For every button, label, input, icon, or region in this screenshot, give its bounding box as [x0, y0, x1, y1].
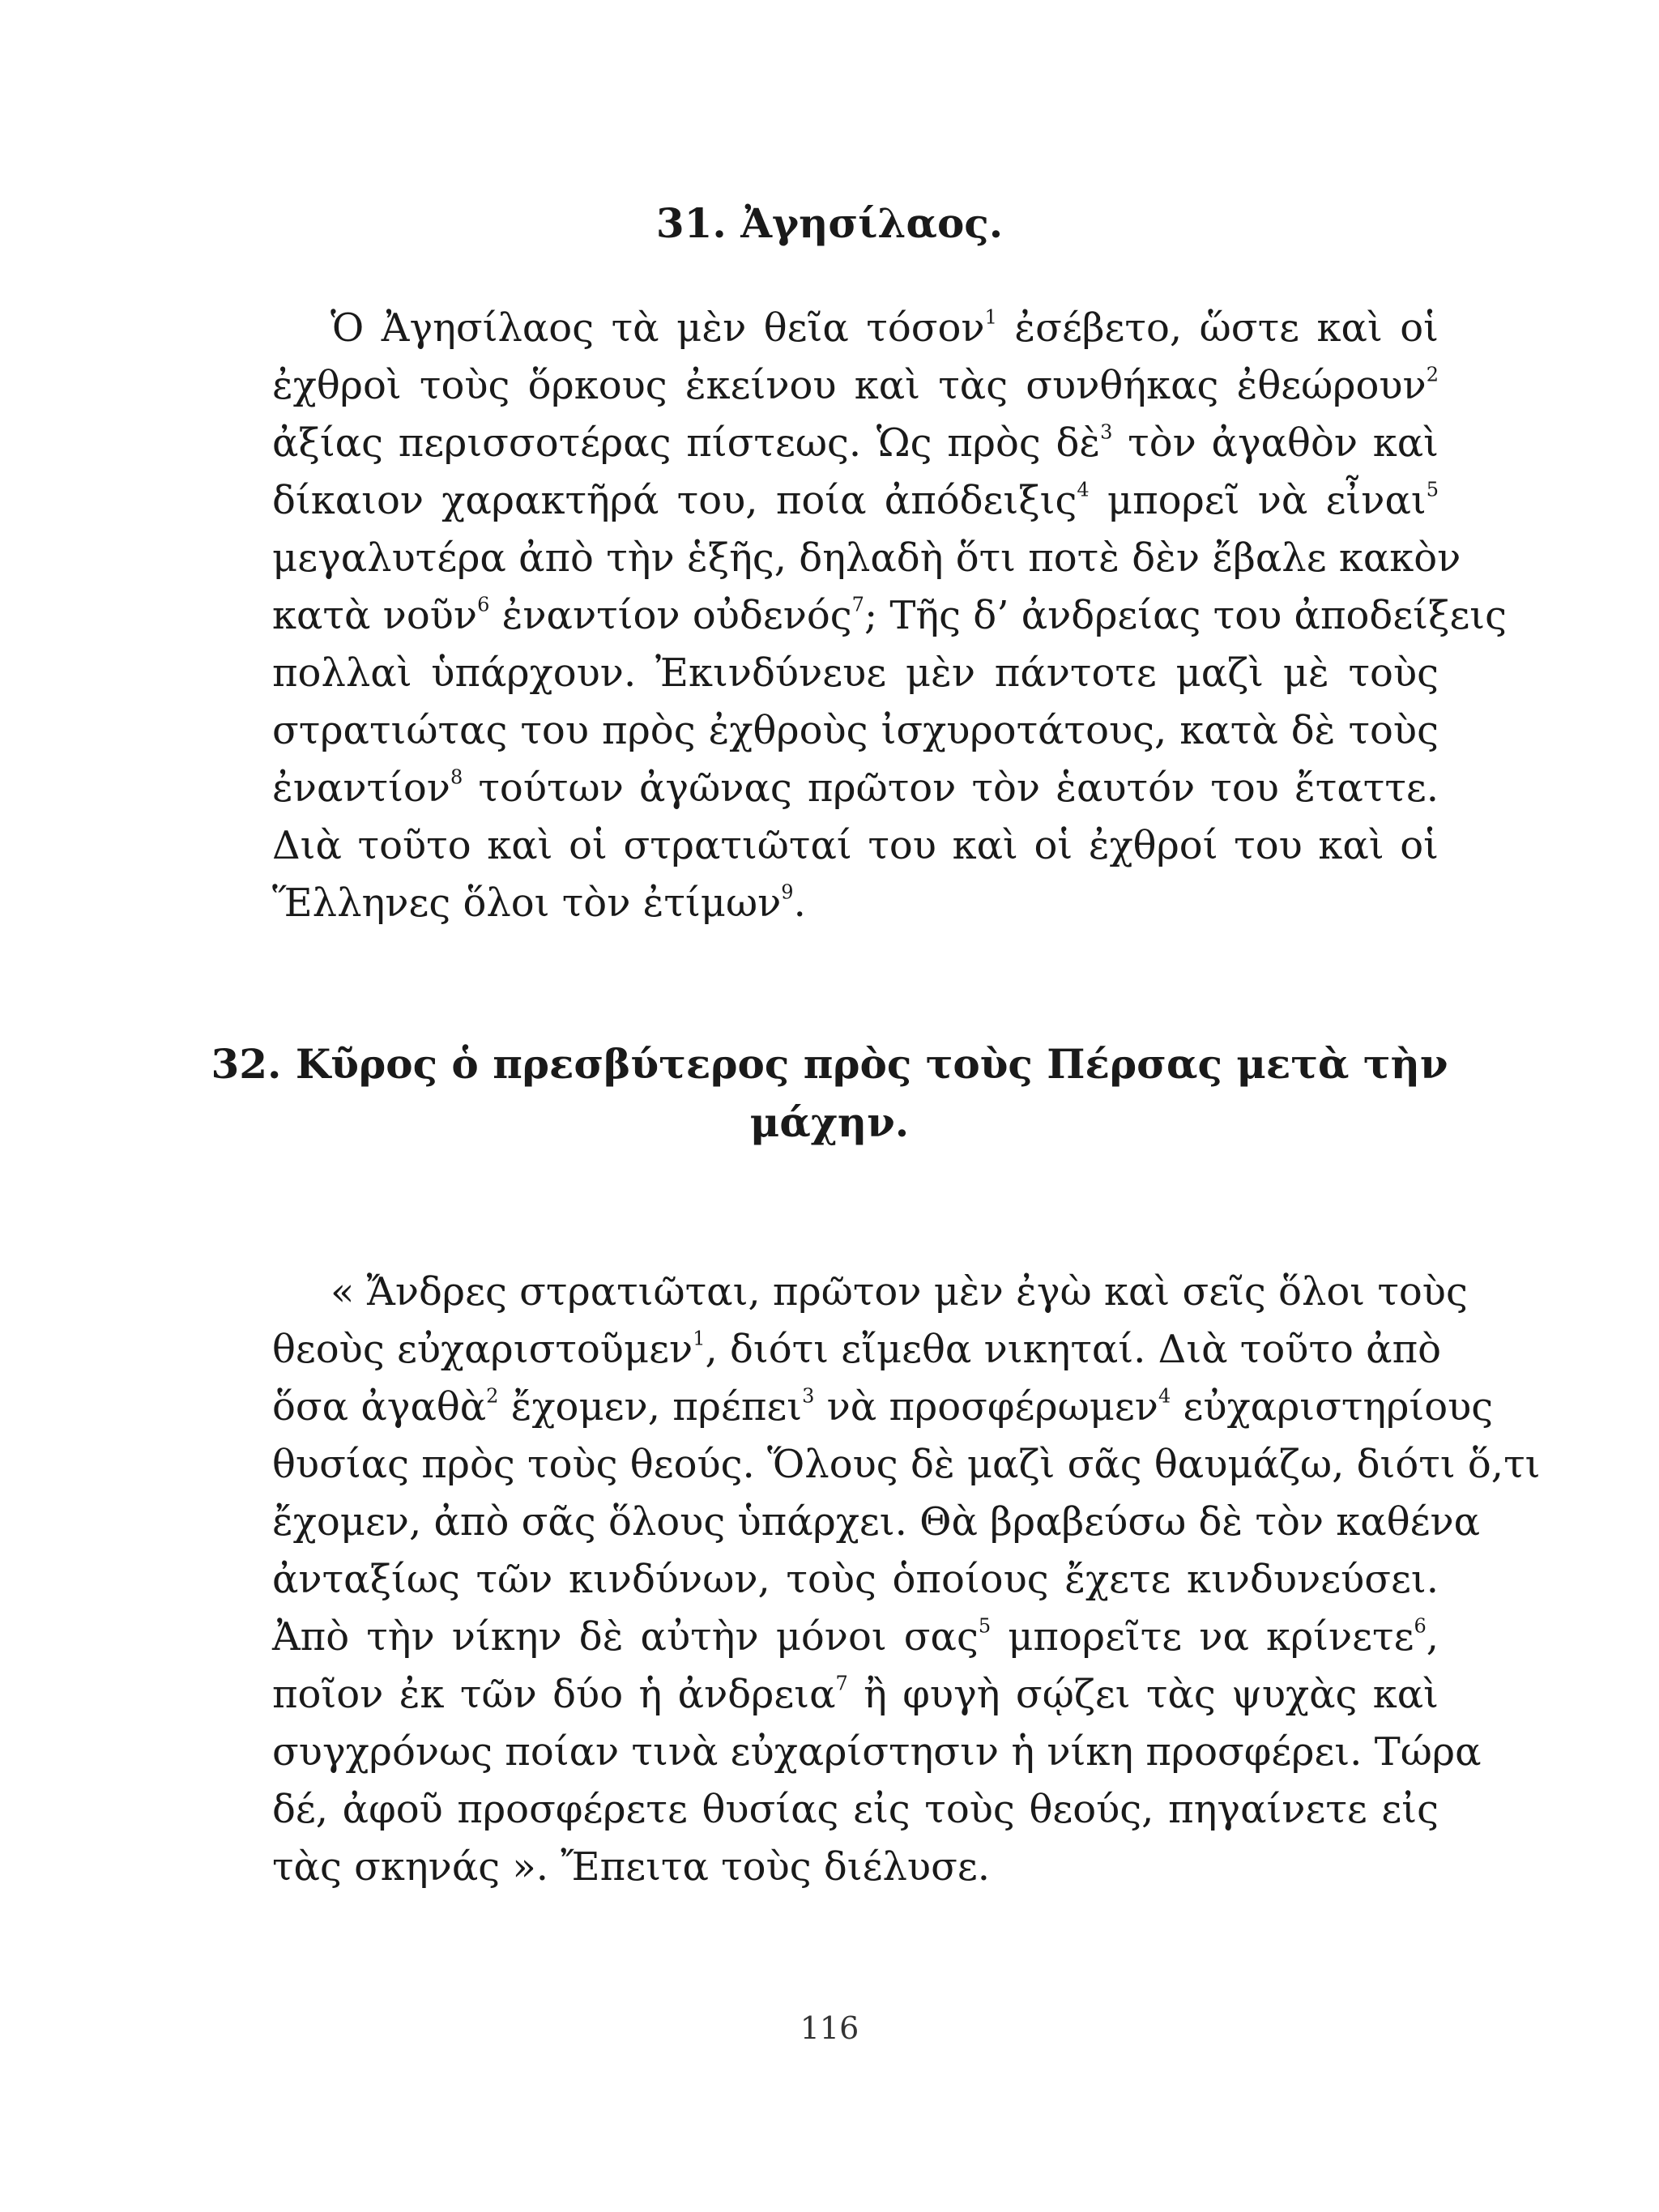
text-line: Ἀπὸ τὴν νίκην δὲ αὐτὴν μόνοι σας$^5$ μπορεῖτε να κρίνετε$^6$,: [272, 1614, 1439, 1660]
section-31-title: 31. Ἀγησίλαος.: [655, 199, 1004, 247]
footnote-marker: 6: [1414, 1614, 1427, 1638]
text-line: ἀνταξίως τῶν κινδύνων, τοὺς ὁποίους ἔχετε κινδυνεύσει.: [272, 1557, 1439, 1602]
section-32-title-line-1: 32. Κῦρος ὁ πρεσβύτερος πρὸς τοὺς Πέρσας μετὰ τὴν: [211, 1040, 1448, 1088]
text-line: θυσίας πρὸς τοὺς θεούς. Ὅλους δὲ μαζὶ σᾶς θαυμάζω, διότι ὅ,τι: [272, 1442, 1541, 1487]
text-line: ἐναντίον$^8$ τούτων ἀγῶνας πρῶτον τὸν ἑαυτόν του ἔταττε.: [272, 765, 1439, 811]
text-line: συγχρόνως ποίαν τινὰ εὐχαρίστησιν ἡ νίκη προσφέρει. Τώρα: [272, 1729, 1482, 1775]
footnote-marker: 4: [1077, 478, 1090, 501]
footnote-marker: 5: [978, 1614, 992, 1638]
footnote-marker: 3: [1100, 420, 1113, 444]
footnote-marker: 8: [450, 765, 463, 789]
text-line: Ὁ Ἀγησίλαος τὰ μὲν θεῖα τόσον$^1$ ἐσέβετο, ὥστε καὶ οἱ: [331, 305, 1439, 351]
section-32-title-line-2: μάχην.: [749, 1098, 910, 1146]
footnote-marker: 9: [781, 880, 794, 904]
text-line: μεγαλυτέρα ἀπὸ τὴν ἑξῆς, δηλαδὴ ὅτι ποτὲ δὲν ἔβαλε κακὸν: [272, 535, 1461, 581]
text-line: στρατιώτας του πρὸς ἐχθροὺς ἰσχυροτάτους, κατὰ δὲ τοὺς: [272, 708, 1439, 753]
section-32-paragraph: [272, 1264, 1541, 1896]
footnote-marker: 7: [835, 1672, 848, 1695]
text-line: τὰς σκηνάς ». Ἔπειτα τοὺς διέλυσε.: [272, 1844, 990, 1890]
text-line: Διὰ τοῦτο καὶ οἱ στρατιῶταί του καὶ οἱ ἐχθροί του καὶ οἱ: [272, 823, 1439, 868]
footnote-marker: 7: [851, 593, 864, 616]
section-32-title: [0, 1035, 1659, 1152]
section-31-paragraph: [272, 300, 1508, 932]
footnote-marker: 2: [1426, 363, 1439, 386]
text-line: Ἕλληνες ὅλοι τὸν ἐτίμων$^9$.: [272, 880, 806, 926]
footnote-marker: 6: [477, 593, 490, 616]
text-line: ποῖον ἐκ τῶν δύο ἡ ἀνδρεια$^7$ ἢ φυγὴ σῴζει τὰς ψυχὰς καὶ: [272, 1672, 1439, 1717]
footnote-marker: 2: [486, 1384, 499, 1408]
text-line: πολλαὶ ὑπάρχουν. Ἐκινδύνευε μὲν πάντοτε μαζὶ μὲ τοὺς: [272, 650, 1439, 696]
text-line: « Ἄνδρες στρατιῶται, πρῶτον μὲν ἐγὼ καὶ σεῖς ὅλοι τοὺς: [331, 1269, 1468, 1315]
footnote-marker: 1: [984, 305, 997, 329]
text-line: ἔχομεν, ἀπὸ σᾶς ὅλους ὑπάρχει. Θὰ βραβεύσω δὲ τὸν καθένα: [272, 1499, 1481, 1545]
text-line: ὅσα ἀγαθὰ$^2$ ἔχομεν, πρέπει$^3$ νὰ προσφέρωμεν$^4$ εὐχαριστηρίους: [272, 1384, 1494, 1430]
text-line: ἀξίας περισσοτέρας πίστεως. Ὡς πρὸς δὲ$^3$ τὸν ἀγαθὸν καὶ: [272, 420, 1439, 466]
footnote-marker: 5: [1426, 478, 1439, 501]
text-line: θεοὺς εὐχαριστοῦμεν$^1$, διότι εἴμεθα νικηταί. Διὰ τοῦτο ἀπὸ: [272, 1327, 1442, 1372]
text-line: κατὰ νοῦν$^6$ ἐναντίον οὐδενός$^7$; Τῆς δ’ ἀνδρείας του ἀποδείξεις: [272, 593, 1508, 638]
footnote-marker: 1: [693, 1327, 706, 1350]
text-line: ἐχθροὶ τοὺς ὅρκους ἐκείνου καὶ τὰς συνθήκας ἐθεώρουν$^2$: [272, 363, 1439, 408]
footnote-marker: 4: [1158, 1384, 1171, 1408]
text-line: δίκαιον χαρακτῆρά του, ποία ἀπόδειξις$^4$ μπορεῖ νὰ εἶναι$^5$: [272, 478, 1439, 523]
text-line: δέ, ἀφοῦ προσφέρετε θυσίας εἰς τοὺς θεούς, πηγαίνετε εἰς: [272, 1787, 1439, 1832]
page-number: 116: [800, 2010, 859, 2046]
footnote-marker: 3: [802, 1384, 815, 1408]
